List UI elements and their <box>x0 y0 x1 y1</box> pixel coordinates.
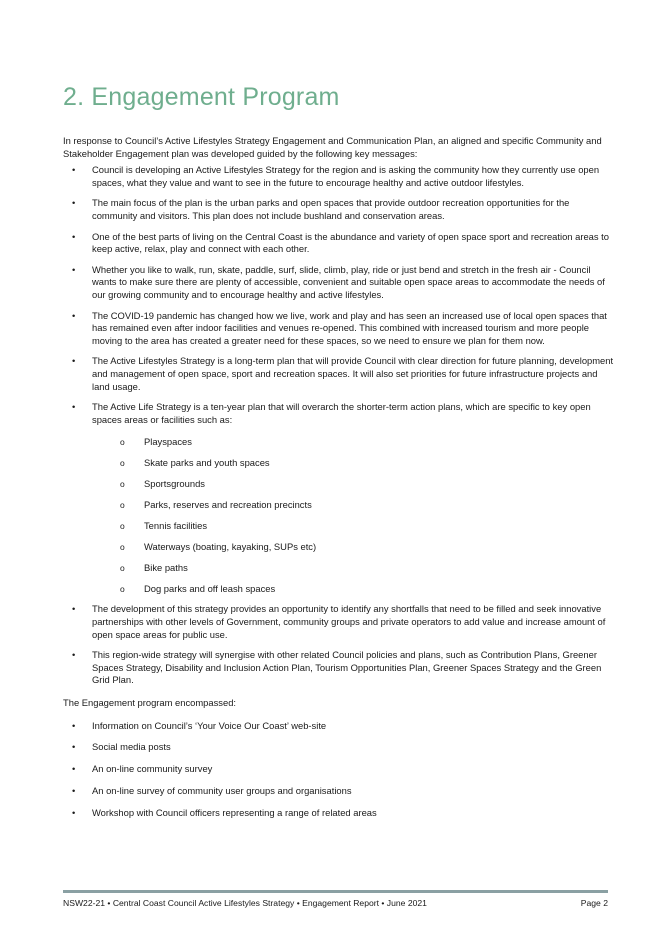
circle-bullet-icon: o <box>120 520 125 531</box>
list-item: • The development of this strategy provides an opportunity to identify any shortfalls that need to be filled and seek innovative partnerships with other levels of Government, community groups and private operators to add value and increase amount of open space areas for public use. <box>72 603 606 640</box>
bullet-icon: • <box>72 197 76 209</box>
key-messages-list <box>63 164 615 687</box>
bullet-icon: • <box>72 763 76 775</box>
body-text <box>63 135 615 829</box>
circle-bullet-icon: o <box>120 458 125 469</box>
sub-list-item: o Sportsgrounds <box>120 478 205 490</box>
bullet-icon: • <box>72 785 76 797</box>
bullet-icon: • <box>72 230 76 242</box>
circle-bullet-icon: o <box>120 499 125 510</box>
bullet-icon: • <box>72 309 76 321</box>
section-heading: 2. Engagement Program <box>63 83 340 111</box>
bullet-icon: • <box>72 807 76 819</box>
list-item: • Whether you like to walk, run, skate, paddle, surf, slide, climb, play, ride or just bend and stretch in the fresh air - Council wants to make sure there are plenty of accessible, convenient and suitable open space areas to accommodate the needs of our growing community and to encourage healthy and active lifestyles. <box>72 263 605 300</box>
bullet-icon: • <box>72 649 76 661</box>
sub-list-item: o Bike paths <box>120 561 188 573</box>
list-item: • An on-line community survey <box>72 763 213 775</box>
circle-bullet-icon: o <box>120 437 125 448</box>
list-item: • One of the best parts of living on the Central Coast is the abundance and variety of open space sport and recreation areas to keep active, relax, play and connect with each other. <box>72 230 609 255</box>
page-number: Page 2 <box>580 898 608 908</box>
sub-list-item: o Waterways (boating, kayaking, SUPs etc) <box>120 540 317 552</box>
circle-bullet-icon: o <box>120 541 125 552</box>
facility-types-list <box>92 436 615 595</box>
list-item: • The COVID-19 pandemic has changed how we live, work and play and has seen an increased use of local open spaces that has remained even after indoor facilities and venues re-opened. This combined with increased tourism and more people moving to the area has created a greater need for these spaces, so we need to ensure we plan for them now. <box>72 309 607 346</box>
bullet-icon: • <box>72 355 76 367</box>
program-items-list <box>63 720 615 820</box>
list-item: • Council is developing an Active Lifestyles Strategy for the region and is asking the community how they currently use open spaces, what they value and want to see in the future to encourage healthy and active outdoor lifestyles. <box>72 164 600 188</box>
footer-divider <box>63 890 608 893</box>
circle-bullet-icon: o <box>120 479 125 490</box>
list-item: • The main focus of the plan is the urban parks and open spaces that provide outdoor recreation opportunities for the community and visitors. This plan does not include bushland and conservation areas. <box>72 197 570 221</box>
sub-list-item: o Dog parks and off leash spaces <box>120 582 276 594</box>
intro-paragraph: In response to Council’s Active Lifestyles Strategy Engagement and Communication Plan, an aligned and specific Community and Stakeholder Engagement plan was developed guided by the following key messages: <box>63 135 602 159</box>
bullet-icon: • <box>72 741 76 753</box>
list-item: • Information on Council’s ‘Your Voice Our Coast’ web-site <box>72 719 327 731</box>
bullet-icon: • <box>72 603 76 615</box>
circle-bullet-icon: o <box>120 583 125 594</box>
footer-text: NSW22-21 • Central Coast Council Active Lifestyles Strategy • Engagement Report • June 2021 <box>63 898 427 908</box>
bullet-icon: • <box>72 263 76 275</box>
bullet-icon: • <box>72 719 76 731</box>
sub-list-item: o Playspaces <box>120 436 192 448</box>
list-item: • Social media posts <box>72 741 171 753</box>
sub-list-item: o Parks, reserves and recreation precincts <box>120 498 312 510</box>
list-item: • The Active Lifestyles Strategy is a long-term plan that will provide Council with clear direction for future planning, development and management of open space, sport and recreation spaces. It will also set priorities for future infrastructure projects and land usage. <box>72 355 614 392</box>
program-intro: The Engagement program encompassed: <box>63 696 237 708</box>
sub-list-item: o Tennis facilities <box>120 519 208 531</box>
list-item: • An on-line survey of community user groups and organisations <box>72 785 352 797</box>
circle-bullet-icon: o <box>120 562 125 573</box>
bullet-icon: • <box>72 401 76 413</box>
list-item: • This region-wide strategy will synergise with other related Council policies and plans, such as Contribution Plans, Greener Spaces Strategy, Disability and Inclusion Action Plan, Tourism Opportunities Plan, Greener Spaces Strategy and the Green Grid Plan. <box>72 649 602 686</box>
bullet-icon: • <box>72 164 76 176</box>
list-item: • Workshop with Council officers representing a range of related areas <box>72 807 377 819</box>
sub-list-item: o Skate parks and youth spaces <box>120 457 270 469</box>
list-item: • The Active Life Strategy is a ten-year plan that will overarch the shorter-term action plans, which are specific to key open spaces areas or facilities such as: o Playspaces o Skate parks and youth spaces o Sportsgrounds o Parks, reserves and recreation precincts o Tennis facilities o Waterways (boating, kayaking, SUPs etc) o Bike paths o Dog parks and off leash spaces <box>63 401 615 595</box>
